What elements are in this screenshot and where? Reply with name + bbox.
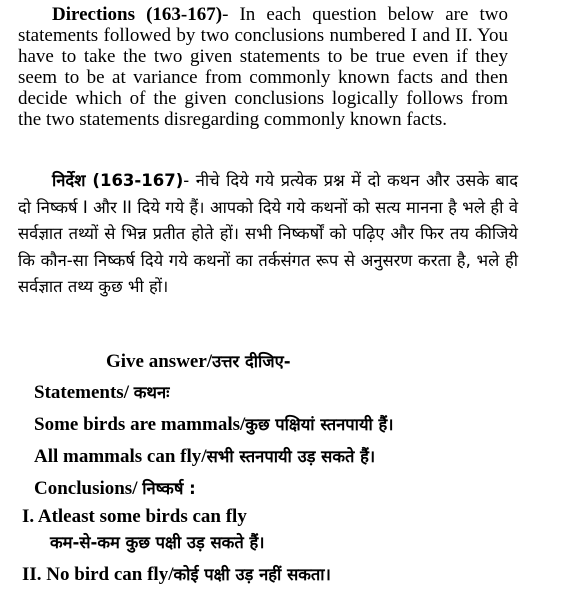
conclusions-label-en: Conclusions/ <box>34 478 143 499</box>
conclusion-2-hi: कोई पक्षी उड़ नहीं सकता। <box>173 565 331 584</box>
statement-2-en: All mammals can fly/ <box>34 446 207 467</box>
conclusion-1-hindi <box>50 530 264 554</box>
directions-english <box>18 4 508 130</box>
conclusions-label-hi: निष्कर्ष : <box>142 479 196 498</box>
statements-label-en: Statements/ <box>34 382 134 403</box>
conclusion-1-hi: कम-से-कम कुछ पक्षी उड़ सकते हैं। <box>50 533 265 552</box>
conclusion-1 <box>22 506 247 528</box>
directions-text-hi: - नीचे दिये गये प्रत्येक प्रश्न में दो कथन और उसके बाद दो निष्कर्ष I और II दिये गये हैं। आपको दिये गये कथनों को सत्य मानना है भले ही वे सर्वज्ञात तथ्यों से भिन्न प्रतीत होते हों। सभी निष्कर्षों को पढ़िए और फिर तय कीजिये कि कौन-सा निष्कर्ष दिये गये कथनों का तर्कसंगत रूप से अनुसरण करता है, भले ही सर्वज्ञात तथ्य कुछ भी हों। <box>18 171 518 296</box>
conclusion-2-en: II. No bird can fly/ <box>22 564 174 585</box>
directions-heading-en: Directions (163-167) <box>52 4 223 25</box>
give-answer-hi: उत्तर दीजिए- <box>212 352 291 371</box>
give-answer <box>106 349 291 373</box>
give-answer-en: Give answer/ <box>106 351 213 372</box>
conclusion-1-en: I. Atleast some birds can fly <box>22 506 247 527</box>
statement-1 <box>34 412 394 436</box>
statements-label <box>34 380 169 404</box>
directions-hindi <box>18 168 518 301</box>
statement-2 <box>34 444 375 468</box>
directions-heading-hi: निर्देश (163-167) <box>52 171 184 190</box>
statements-label-hi: कथनः <box>133 383 170 402</box>
statement-1-en: Some birds are mammals/ <box>34 414 246 435</box>
directions-text-en: - In each question below are two statements followed by two conclusions numbered I and II. You have to take the two given statements to be true even if they seem to be at variance from commonly known facts and then decide which of the given conclusions logically follows from the two statements disregarding commonly known facts. <box>18 4 508 130</box>
statement-1-hi: कुछ पक्षियां स्तनपायी हैं। <box>245 415 394 434</box>
statement-2-hi: सभी स्तनपायी उड़ सकते हैं। <box>206 447 376 466</box>
conclusion-2 <box>22 562 331 586</box>
conclusions-label <box>34 476 196 500</box>
